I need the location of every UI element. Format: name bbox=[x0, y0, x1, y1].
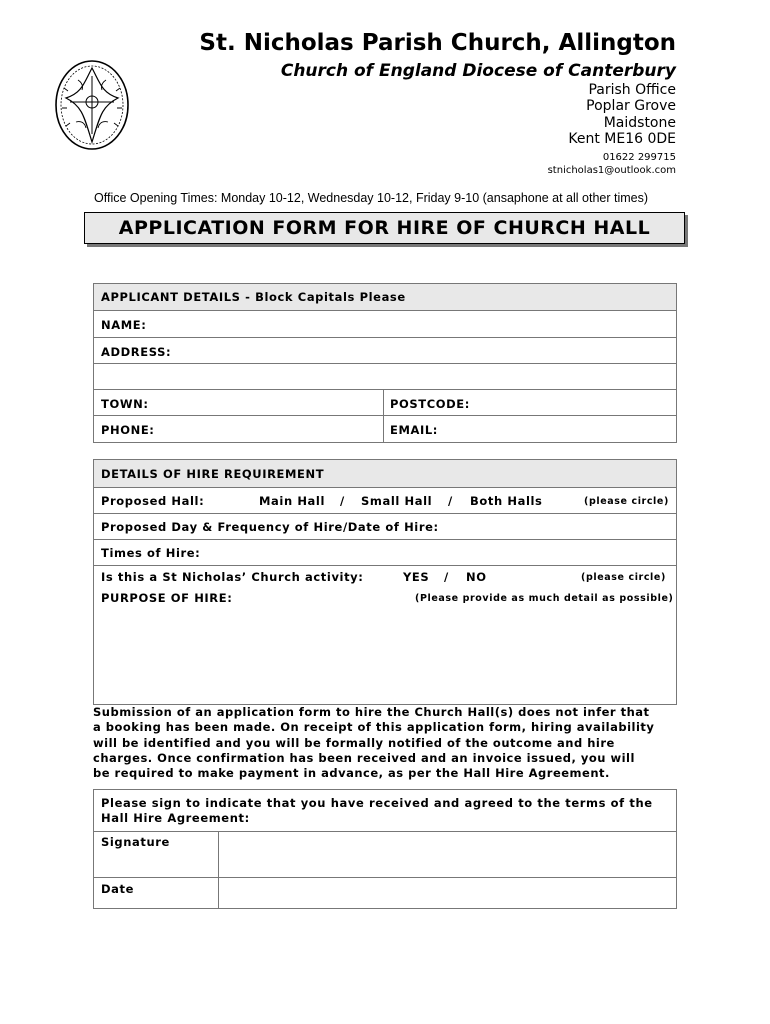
agreement-row bbox=[94, 790, 676, 832]
separator: / bbox=[444, 570, 449, 584]
agreement-line: Hall Hire Agreement: bbox=[101, 811, 250, 825]
date-row bbox=[94, 878, 676, 908]
hire-header: DETAILS OF HIRE REQUIREMENT bbox=[101, 467, 325, 481]
activity-no[interactable]: NO bbox=[466, 570, 487, 584]
submission-notice bbox=[93, 705, 683, 781]
circle-note: (please circle) bbox=[581, 572, 666, 583]
times-field[interactable] bbox=[94, 540, 676, 566]
applicant-header: APPLICANT DETAILS - Block Capitals Please bbox=[101, 290, 406, 304]
signature-label: Signature bbox=[101, 835, 170, 849]
applicant-header-row bbox=[94, 284, 676, 311]
phone-label: PHONE: bbox=[101, 423, 155, 437]
purpose-input-area[interactable] bbox=[94, 608, 676, 704]
postcode-label: POSTCODE: bbox=[390, 397, 470, 411]
town-postcode-row bbox=[94, 390, 676, 416]
address-line: Poplar Grove bbox=[586, 98, 676, 114]
day-frequency-label: Proposed Day & Frequency of Hire/Date of Hire: bbox=[101, 520, 439, 534]
hire-details-table bbox=[93, 459, 677, 705]
email-address: stnicholas1@outlook.com bbox=[547, 165, 676, 176]
town-label: TOWN: bbox=[101, 397, 149, 411]
applicant-details-table bbox=[93, 283, 677, 443]
diocese-subtitle: Church of England Diocese of Canterbury bbox=[280, 61, 676, 81]
circle-note: (please circle) bbox=[584, 496, 669, 507]
notice-line: be required to make payment in advance, as per the Hall Hire Agreement. bbox=[93, 766, 610, 781]
address-field-line-2[interactable] bbox=[94, 364, 676, 390]
date-input[interactable] bbox=[219, 878, 676, 908]
church-title: St. Nicholas Parish Church, Allington bbox=[199, 30, 676, 56]
signature-table bbox=[93, 789, 677, 909]
day-frequency-field[interactable] bbox=[94, 514, 676, 540]
notice-line: Submission of an application form to hire the Church Hall(s) does not infer that bbox=[93, 705, 650, 719]
name-field[interactable] bbox=[94, 311, 676, 338]
form-title: APPLICATION FORM FOR HIRE OF CHURCH HALL bbox=[84, 212, 685, 244]
separator: / bbox=[448, 494, 453, 508]
separator: / bbox=[340, 494, 345, 508]
hire-header-row bbox=[94, 460, 676, 488]
hall-option-small[interactable]: Small Hall bbox=[361, 494, 433, 508]
purpose-label: PURPOSE OF HIRE: bbox=[101, 591, 233, 605]
notice-line: charges. Once confirmation has been received and an invoice issued, you will bbox=[93, 750, 635, 765]
address-line: Maidstone bbox=[603, 115, 676, 131]
times-label: Times of Hire: bbox=[101, 546, 201, 560]
activity-yes[interactable]: YES bbox=[403, 570, 430, 584]
purpose-note: (Please provide as much detail as possible) bbox=[415, 593, 674, 604]
address-label: ADDRESS: bbox=[101, 345, 172, 359]
office-hours: Office Opening Times: Monday 10-12, Wednesday 10-12, Friday 9-10 (ansaphone at all other times) bbox=[94, 191, 649, 205]
address-line: Kent ME16 0DE bbox=[568, 131, 676, 147]
purpose-area bbox=[94, 566, 676, 704]
proposed-hall-row bbox=[94, 488, 676, 514]
hall-option-main[interactable]: Main Hall bbox=[259, 494, 326, 508]
email-label: EMAIL: bbox=[390, 423, 439, 437]
signature-row bbox=[94, 832, 676, 878]
signature-input[interactable] bbox=[219, 832, 676, 877]
activity-label: Is this a St Nicholas’ Church activity: bbox=[101, 570, 364, 584]
notice-line: will be identified and you will be formally notified of the outcome and hire bbox=[93, 735, 615, 750]
hall-option-both[interactable]: Both Halls bbox=[470, 494, 543, 508]
agreement-line: Please sign to indicate that you have received and agreed to the terms of the bbox=[101, 796, 653, 810]
notice-line: a booking has been made. On receipt of this application form, hiring availability bbox=[93, 720, 655, 735]
name-label: NAME: bbox=[101, 318, 147, 332]
date-label: Date bbox=[101, 882, 135, 896]
church-seal-icon bbox=[54, 58, 130, 152]
address-field[interactable] bbox=[94, 338, 676, 364]
proposed-hall-label: Proposed Hall: bbox=[101, 494, 205, 508]
address-line: Parish Office bbox=[588, 82, 676, 98]
phone-number: 01622 299715 bbox=[602, 152, 676, 163]
phone-email-row bbox=[94, 416, 676, 442]
